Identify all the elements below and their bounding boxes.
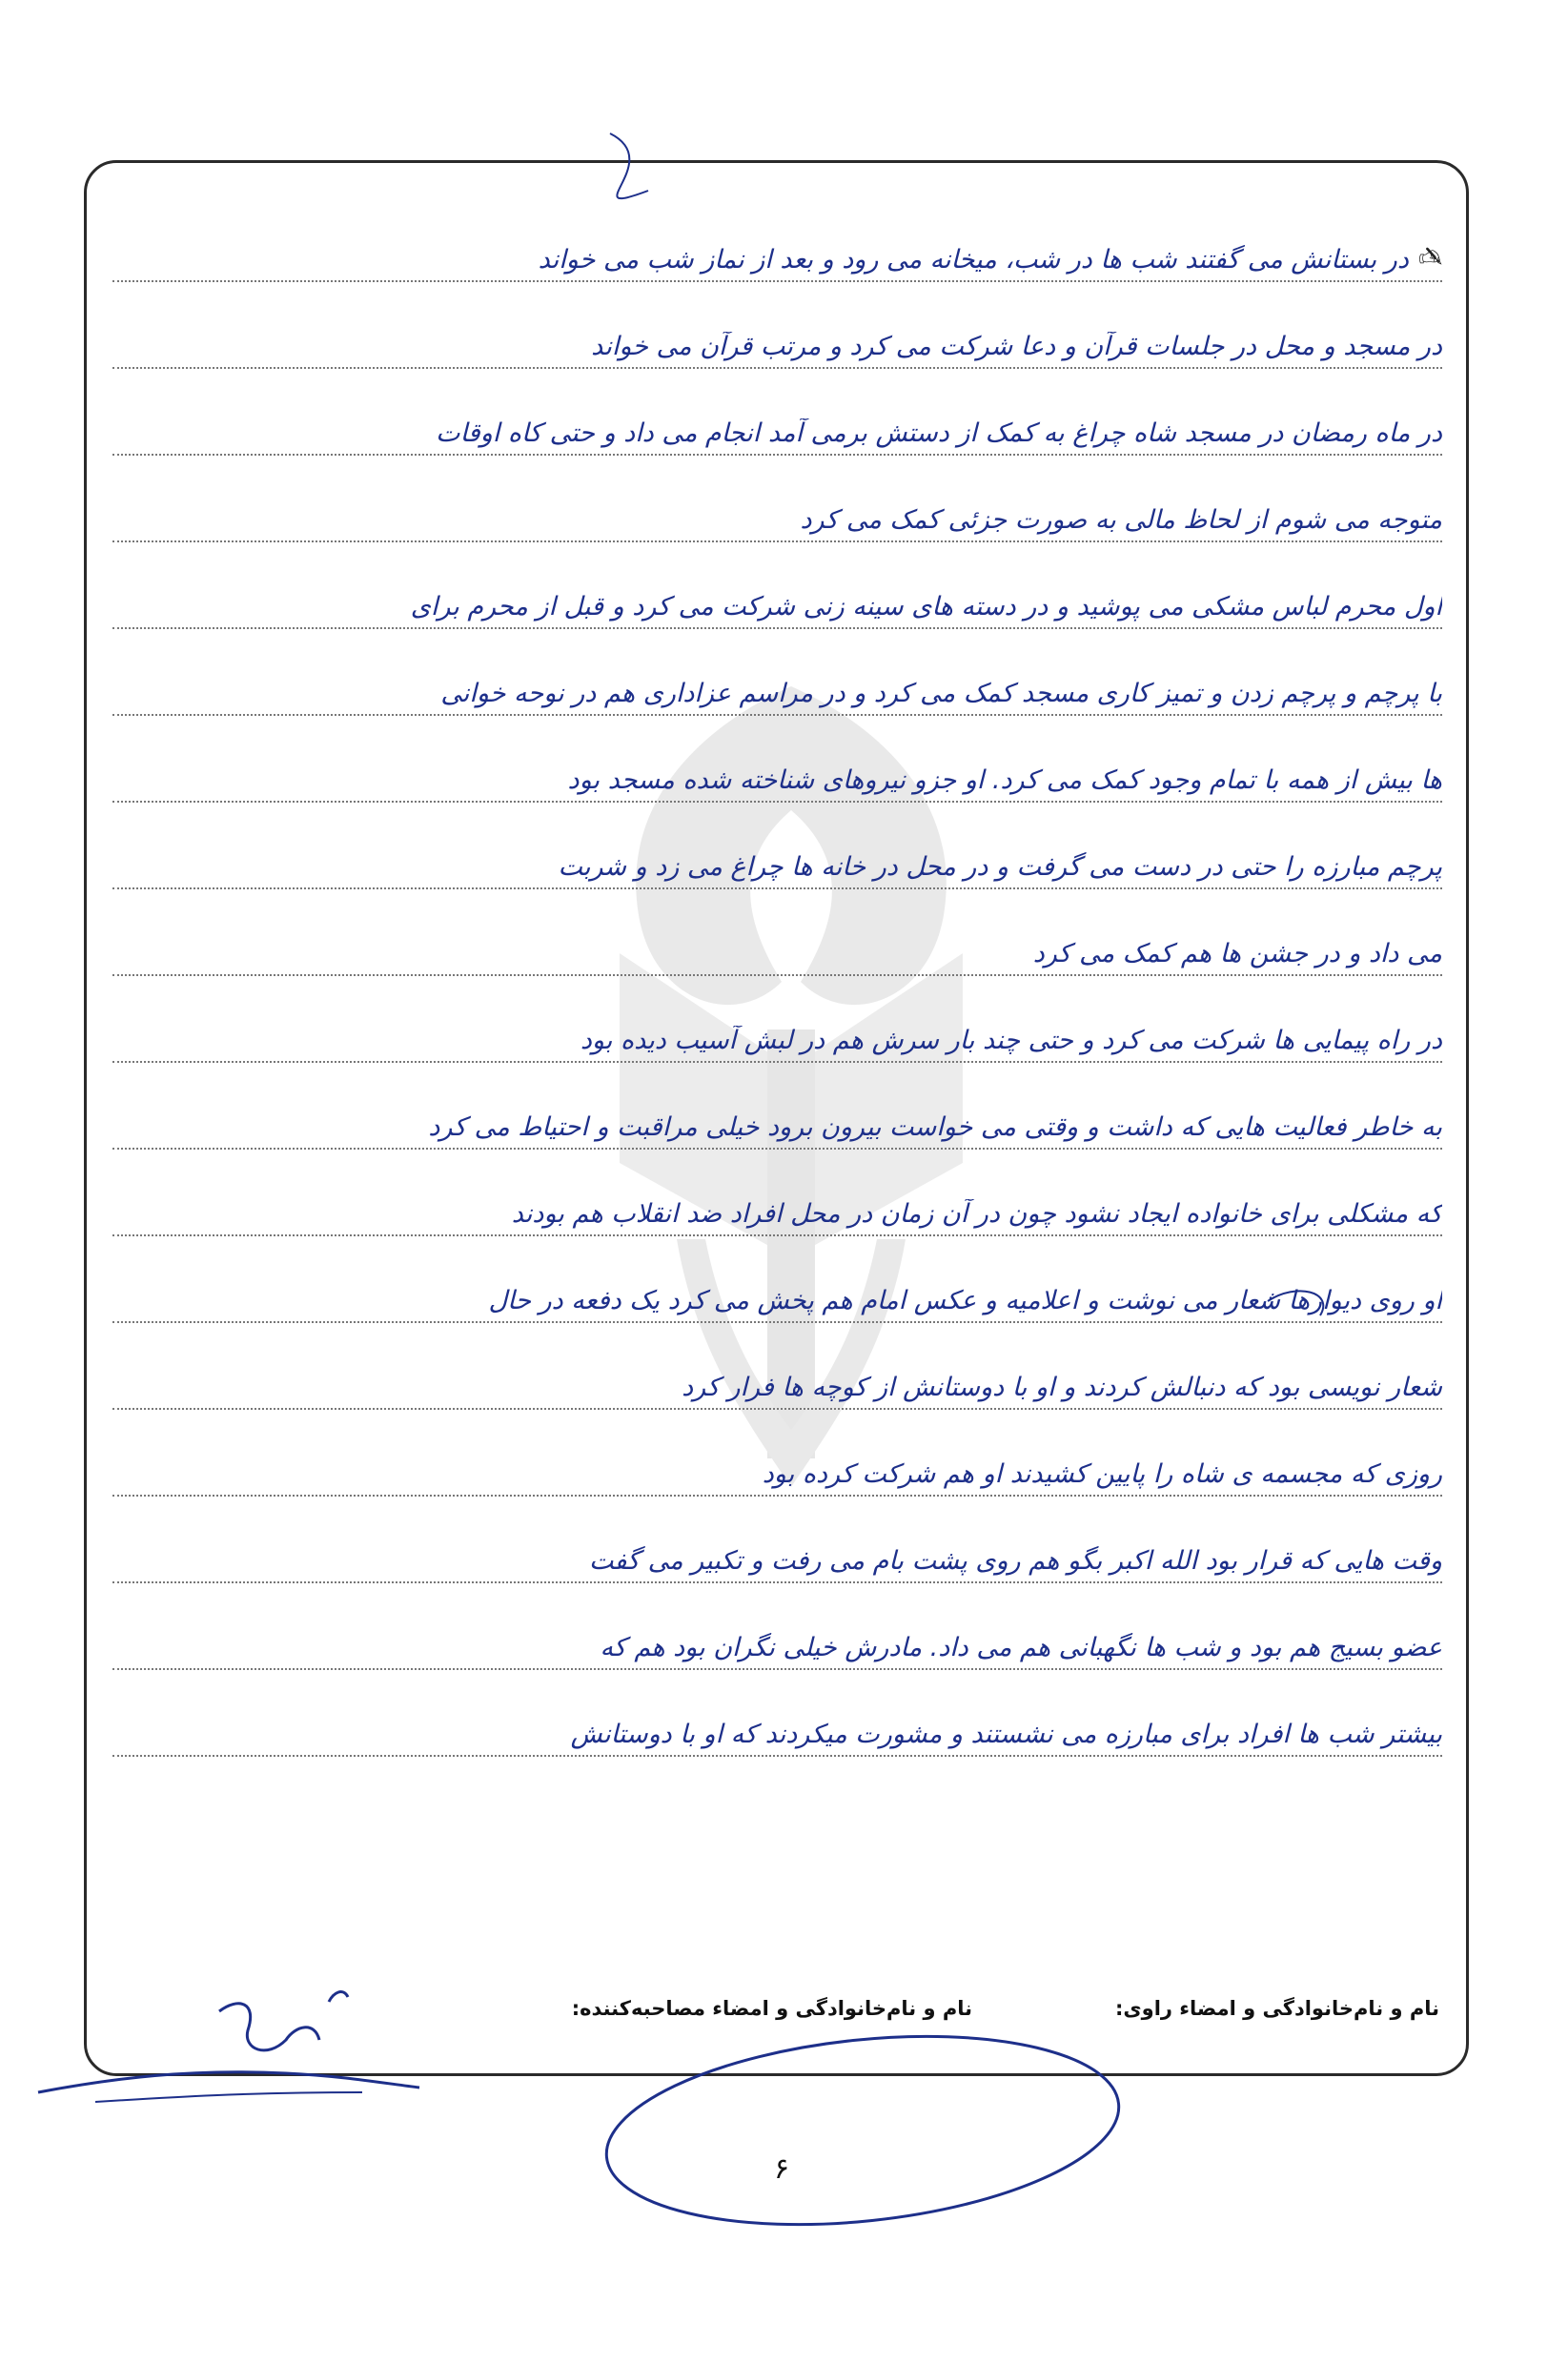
line-text: می داد و در جشن ها هم کمک می کرد <box>1032 939 1442 968</box>
narrator-signature-label: نام و نام‌خانوادگی و امضاء راوی: <box>1115 1997 1439 2020</box>
text-line <box>112 1323 1442 1410</box>
text-line <box>112 1497 1442 1583</box>
line-text: شعار نویسی بود که دنبالش کردند و او با دوستانش از کوچه ها فرار کرد <box>682 1373 1442 1402</box>
line-text: در بستانش می گفتند شب ها در شب، میخانه می رود و بعد از نماز شب می خواند <box>538 245 1409 275</box>
line-text: در مسجد و محل در جلسات قرآن و دعا شرکت می کرد و مرتب قرآن می خواند <box>591 332 1442 361</box>
pen-icon: ✍ <box>1417 241 1442 275</box>
line-text: او روی دیوارها شعار می نوشت و اعلامیه و عکس امام هم پخش می کرد یک دفعه در حال <box>488 1286 1442 1315</box>
text-line <box>112 1410 1442 1497</box>
text-line <box>112 976 1442 1063</box>
line-text: متوجه می شوم از لحاظ مالی به صورت جزئی کمک می کرد <box>800 505 1442 535</box>
text-line <box>112 456 1442 542</box>
line-text: اول محرم لباس مشکی می پوشید و در دسته های سینه زنی شرکت می کرد و قبل از محرم برای <box>410 592 1442 622</box>
text-line <box>112 542 1442 629</box>
text-line <box>112 195 1442 282</box>
line-text: در ماه رمضان در مسجد شاه چراغ به کمک از دستش برمی آمد انجام می داد و حتی کاه اوقات <box>436 418 1442 448</box>
text-line <box>112 1236 1442 1323</box>
line-text: ها بیش از همه با تمام وجود کمک می کرد. او جزو نیروهای شناخته شده مسجد بود <box>567 765 1442 795</box>
page-number: ۶ <box>774 2152 790 2186</box>
line-text: وقت هایی که قرار بود الله اکبر بگو هم روی پشت بام می رفت و تکبیر می گفت <box>589 1546 1442 1576</box>
text-line <box>112 1583 1442 1670</box>
interviewer-signature-label: نام و نام‌خانوادگی و امضاء مصاحبه‌کننده: <box>571 1997 972 2020</box>
line-text: که مشکلی برای خانواده ایجاد نشود چون در آن زمان در محل افراد ضد انقلاب هم بودند <box>511 1199 1442 1229</box>
text-line <box>112 803 1442 889</box>
text-line <box>112 1063 1442 1150</box>
line-text: با پرچم و پرچم زدن و تمیز کاری مسجد کمک می کرد و در مراسم عزاداری هم در نوحه خوانی <box>440 679 1442 708</box>
line-text: روزی که مجسمه ی شاه را پایین کشیدند او هم شرکت کرده بود <box>762 1459 1442 1489</box>
text-line <box>112 889 1442 976</box>
line-text: پرچم مبارزه را حتی در دست می گرفت و در محل در خانه ها چراغ می زد و شربت <box>558 852 1442 882</box>
signature-labels <box>286 1997 1439 2045</box>
text-line <box>112 369 1442 456</box>
handwritten-text-body <box>112 195 1442 1757</box>
line-text: بیشتر شب ها افراد برای مبارزه می نشستند و مشورت میکردند که او با دوستانش <box>570 1720 1442 1749</box>
text-line <box>112 716 1442 803</box>
text-line <box>112 282 1442 369</box>
line-text: در راه پیمایی ها شرکت می کرد و حتی چند بار سرش هم در لبش آسیب دیده بود <box>580 1026 1442 1055</box>
line-text: عضو بسیج هم بود و شب ها نگهبانی هم می داد. مادرش خیلی نگران بود هم که <box>600 1633 1442 1662</box>
text-line <box>112 629 1442 716</box>
line-text: به خاطر فعالیت هایی که داشت و وقتی می خواست بیرون برود خیلی مراقبت و احتیاط می کرد <box>428 1112 1442 1142</box>
text-line <box>112 1670 1442 1757</box>
text-line <box>112 1150 1442 1236</box>
